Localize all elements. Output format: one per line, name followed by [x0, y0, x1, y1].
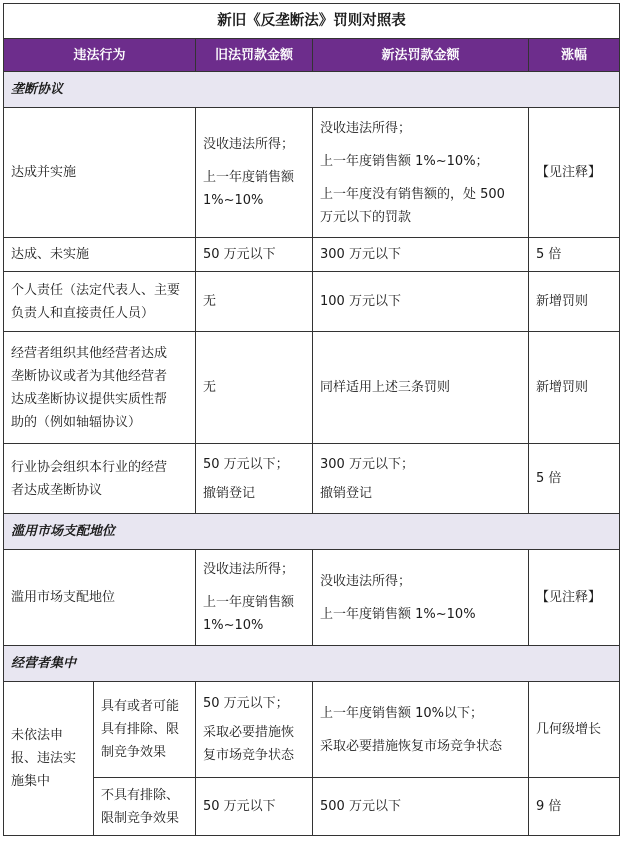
table-row — [4, 272, 620, 332]
increase-cell: 5 倍 — [529, 238, 620, 272]
section-row — [4, 72, 620, 108]
conduct-sub-cell: 具有或者可能 具有排除、限 制竞争效果 — [94, 682, 196, 778]
penalty-comparison-table — [3, 3, 620, 836]
old-fine-cell: 50 万元以下； 采取必要措施恢 复市场竞争状态 — [196, 682, 313, 778]
section-concentration: 经营者集中 — [4, 646, 620, 682]
table-row — [4, 332, 620, 444]
increase-cell: 新增罚则 — [529, 272, 620, 332]
new-fine-cell: 100 万元以下 — [313, 272, 529, 332]
table-row — [4, 682, 620, 778]
old-fine-cell: 50 万元以下 — [196, 778, 313, 836]
header-row — [4, 39, 620, 72]
section-monopoly-agreement: 垄断协议 — [4, 72, 620, 108]
section-row — [4, 514, 620, 550]
table-row — [4, 444, 620, 514]
increase-cell: 【见注释】 — [529, 550, 620, 646]
table-row — [4, 550, 620, 646]
increase-cell: 新增罚则 — [529, 332, 620, 444]
section-dominance-abuse: 滥用市场支配地位 — [4, 514, 620, 550]
new-fine-cell: 500 万元以下 — [313, 778, 529, 836]
conduct-cell: 滥用市场支配地位 — [4, 550, 196, 646]
table-row — [4, 778, 620, 836]
old-fine-cell: 没收违法所得； 上一年度销售额 1%~10% — [196, 108, 313, 238]
new-fine-cell: 同样适用上述三条罚则 — [313, 332, 529, 444]
increase-cell: 5 倍 — [529, 444, 620, 514]
new-fine-cell: 300 万元以下； 撤销登记 — [313, 444, 529, 514]
conduct-group-cell: 未依法申 报、违法实 施集中 — [4, 682, 94, 836]
old-fine-cell: 无 — [196, 332, 313, 444]
increase-cell: 9 倍 — [529, 778, 620, 836]
section-row — [4, 646, 620, 682]
conduct-cell: 达成并实施 — [4, 108, 196, 238]
new-fine-cell: 没收违法所得； 上一年度销售额 1%~10%； 上一年度没有销售额的，处 500 万元以下的罚款 — [313, 108, 529, 238]
increase-cell: 几何级增长 — [529, 682, 620, 778]
header-increase: 涨幅 — [529, 39, 620, 72]
table-row — [4, 108, 620, 238]
header-conduct: 违法行为 — [4, 39, 196, 72]
old-fine-cell: 50 万元以下； 撤销登记 — [196, 444, 313, 514]
old-fine-cell: 无 — [196, 272, 313, 332]
conduct-cell: 行业协会组织本行业的经营 者达成垄断协议 — [4, 444, 196, 514]
new-fine-cell: 没收违法所得； 上一年度销售额 1%~10% — [313, 550, 529, 646]
new-fine-cell: 300 万元以下 — [313, 238, 529, 272]
conduct-sub-cell: 不具有排除、 限制竞争效果 — [94, 778, 196, 836]
header-new-fine: 新法罚款金额 — [313, 39, 529, 72]
table-row — [4, 238, 620, 272]
increase-cell: 【见注释】 — [529, 108, 620, 238]
conduct-cell: 个人责任（法定代表人、主要 负责人和直接责任人员） — [4, 272, 196, 332]
conduct-cell: 经营者组织其他经营者达成 垄断协议或者为其他经营者 达成垄断协议提供实质性帮 助的（例如轴辐协议） — [4, 332, 196, 444]
title-row — [4, 4, 620, 39]
header-old-fine: 旧法罚款金额 — [196, 39, 313, 72]
old-fine-cell: 50 万元以下 — [196, 238, 313, 272]
table-title: 新旧《反垄断法》罚则对照表 — [4, 4, 620, 39]
old-fine-cell: 没收违法所得； 上一年度销售额 1%~10% — [196, 550, 313, 646]
conduct-cell: 达成、未实施 — [4, 238, 196, 272]
new-fine-cell: 上一年度销售额 10%以下； 采取必要措施恢复市场竞争状态 — [313, 682, 529, 778]
